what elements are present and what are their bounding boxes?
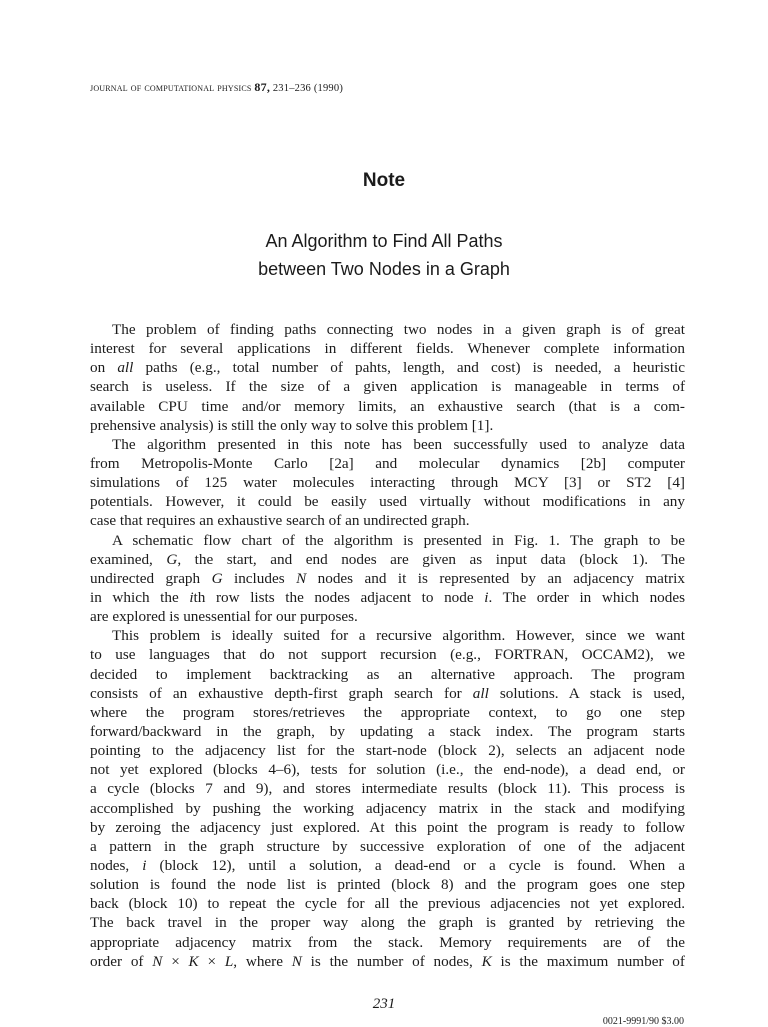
body-line: interest for several applications in different fields. Whenever complete information [90,340,685,358]
journal-name: journal of computational physics [90,82,252,94]
body-line: simulations of 125 water molecules interacting through MCY [3] or ST2 [4] [90,474,685,492]
body-line: examined, G, the start, and end nodes are given as input data (block 1). The [90,550,685,568]
article-title-line-1: An Algorithm to Find All Paths [265,231,503,251]
body-line: are explored is unessential for our purposes. [90,608,358,626]
body-line: where the program stores/retrieves the appropriate context, to go one step [90,703,685,721]
body-line: by zeroing the adjacency just explored. At this point the program is ready to follow [90,818,685,836]
journal-volume: 87, [254,80,271,94]
body-line: prehensive analysis) is still the only way to solve this problem [1]. [90,416,494,434]
body-line: on all paths (e.g., total number of pahts, length, and cost) is needed, a heuristic [90,359,685,377]
body-line: appropriate adjacency matrix from the stack. Memory requirements are of the [90,933,685,951]
body-line: The back travel in the proper way along the graph is granted by retrieving the [90,914,685,932]
page-number: 231 [372,996,396,1012]
body-line: accomplished by pushing the working adjacency matrix in the stack and modifying [90,799,685,817]
body-line: search is useless. If the size of a given application is manageable in terms of [90,378,685,396]
article-body [90,320,685,971]
body-line: to use languages that do not support recursion (e.g., FORTRAN, OCCAM2), we [90,646,685,664]
body-line: A schematic flow chart of the algorithm is presented in Fig. 1. The graph to be [112,531,685,549]
body-line: nodes, i (block 12), until a solution, a dead-end or a cycle is found. When a [90,856,685,874]
body-line: a pattern in the graph structure by successive exploration of one of the adjacent [90,837,685,855]
body-line: The problem of finding paths connecting two nodes in a given graph is of great [112,321,685,338]
body-line: back (block 10) to repeat the cycle for all the previous adjacencies not yet explored. [90,895,685,913]
body-line: a cycle (blocks 7 and 9), and stores intermediate results (block 11). This process is [90,780,685,798]
body-line: not yet explored (blocks 4–6), tests for solution (i.e., the end-node), a dead end, or [90,761,685,779]
journal-pages-year: 231–236 (1990) [272,83,344,94]
body-line: This problem is ideally suited for a recursive algorithm. However, since we want [112,627,685,645]
issn-price-code: 0021-9991/90 $3.00 [602,1016,684,1027]
section-label: Note [362,170,406,191]
body-line: undirected graph G includes N nodes and it is represented by an adjacency matrix [90,569,685,587]
article-title-line-2: between Two Nodes in a Graph [258,259,510,279]
body-line: decided to implement backtracking as an alternative approach. The program [90,665,685,683]
body-line: consists of an exhaustive depth-first graph search for all solutions. A stack is used, [90,684,685,702]
body-line: case that requires an exhaustive search of an undirected graph. [90,512,470,530]
body-line: The algorithm presented in this note has been successfully used to analyze data [112,435,685,453]
body-line: in which the ith row lists the nodes adjacent to node i. The order in which nodes [90,588,686,606]
body-line: forward/backward in the graph, by updating a stack index. The program starts [90,722,685,740]
body-line: available CPU time and/or memory limits, an exhaustive search (that is a com- [90,397,685,415]
body-line: solution is found the node list is printed (block 8) and the program goes one step [90,876,685,894]
body-line: from Metropolis-Monte Carlo [2a] and molecular dynamics [2b] computer [90,454,685,472]
body-line: order of N × K × L, where N is the number of nodes, K is the maximum number of [90,952,685,970]
body-line: pointing to the adjacency list for the start-node (block 2), selects an adjacent node [90,742,685,760]
journal-header [90,80,343,95]
body-line: potentials. However, it could be easily used virtually without modifications in any [90,493,685,511]
article-title [0,227,768,283]
